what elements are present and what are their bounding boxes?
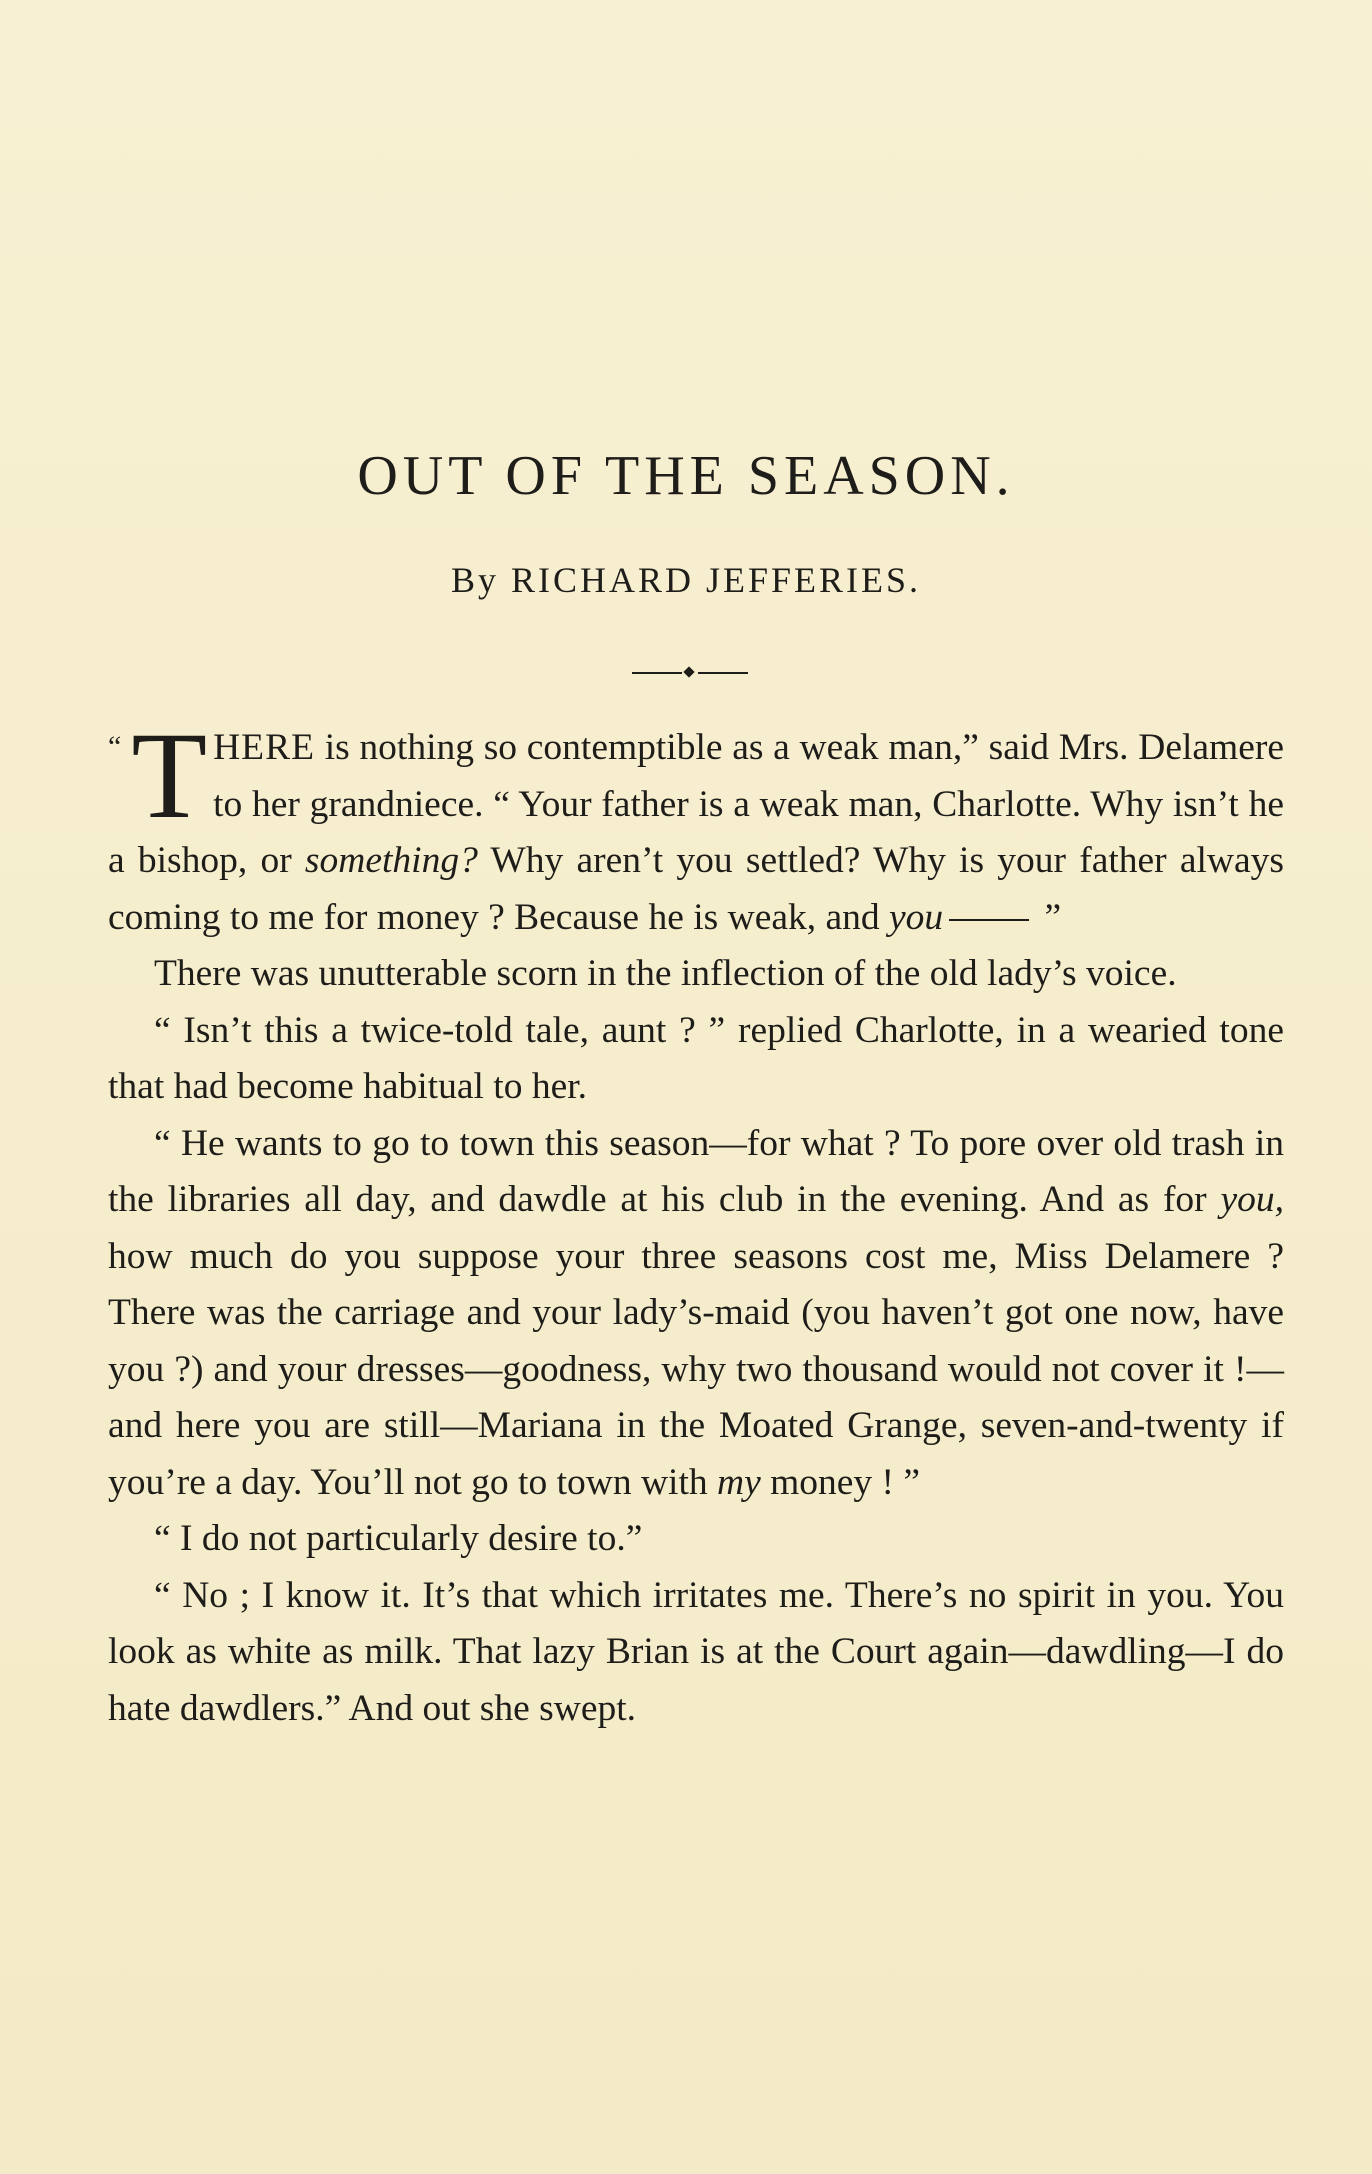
- ornament-rule-right: [698, 672, 748, 674]
- story-body: [108, 707, 1284, 1737]
- paragraph-4: [108, 1116, 1284, 1512]
- story-title: OUT OF THE SEASON.: [357, 445, 1015, 507]
- paragraph-1-text-a: is nothing so contemptible as a weak man,” said Mrs. Delamere to her grandniece. “ Your father is a weak man, Charlotte. Why isn’t he a bishop, or: [108, 727, 1284, 881]
- opening-quote: “: [108, 730, 122, 763]
- drop-cap: T: [131, 707, 208, 844]
- title-ornament: [632, 667, 748, 679]
- ornament-diamond-icon: [683, 666, 694, 677]
- em-dash-rule: [949, 919, 1029, 921]
- paragraph-4-italic-b: my: [717, 1461, 761, 1503]
- paragraph-1-italic-a: something?: [304, 840, 478, 881]
- paragraph-4-text-c: money ! ”: [760, 1461, 921, 1503]
- paragraph-1-text-c: ”: [1035, 896, 1062, 938]
- author-byline: By RICHARD JEFFERIES.: [450, 560, 922, 600]
- paragraph-3: “ Isn’t this a twice-told tale, aunt ? ” replied Charlotte, in a wearied tone that had become habitual to her.: [108, 1009, 1284, 1107]
- paragraph-5: “ I do not particularly desire to.”: [154, 1518, 643, 1559]
- paragraph-1-italic-b: you: [889, 896, 944, 938]
- first-word-rest: HERE: [213, 727, 315, 768]
- paragraph-1-text-b: Why aren’t you settled? Why is your father always coming to me for money ? Because he is weak, and: [108, 840, 1284, 938]
- paragraph-6: “ No ; I know it. It’s that which irritates me. There’s no spirit in you. You look as white as milk. That lazy Brian is at the Court again—dawdling—I do hate dawdlers.” And out she swept.: [108, 1574, 1284, 1729]
- paragraph-4-italic-a: you,: [1220, 1179, 1284, 1220]
- paragraph-4-text-a: “ He wants to go to town this season—for what ? To pore over old trash in the libraries all day, and dawdle at his club in the evening. And as for: [108, 1122, 1284, 1220]
- paragraph-2: There was unutterable scorn in the inflection of the old lady’s voice.: [154, 953, 1177, 994]
- paragraph-4-text-b: how much do you suppose your three seasons cost me, Miss Delamere ? There was the carriage and your lady’s-maid (you haven’t got one now, have you ?) and your dresses—goodness, why two thousand would not cover it !—and here you are still—Mariana in the Moated Grange, seven-and-twenty if you’re a day. You’ll not go to town with: [108, 1235, 1284, 1503]
- ornament-rule-left: [632, 672, 682, 674]
- paragraph-1: [108, 707, 1284, 946]
